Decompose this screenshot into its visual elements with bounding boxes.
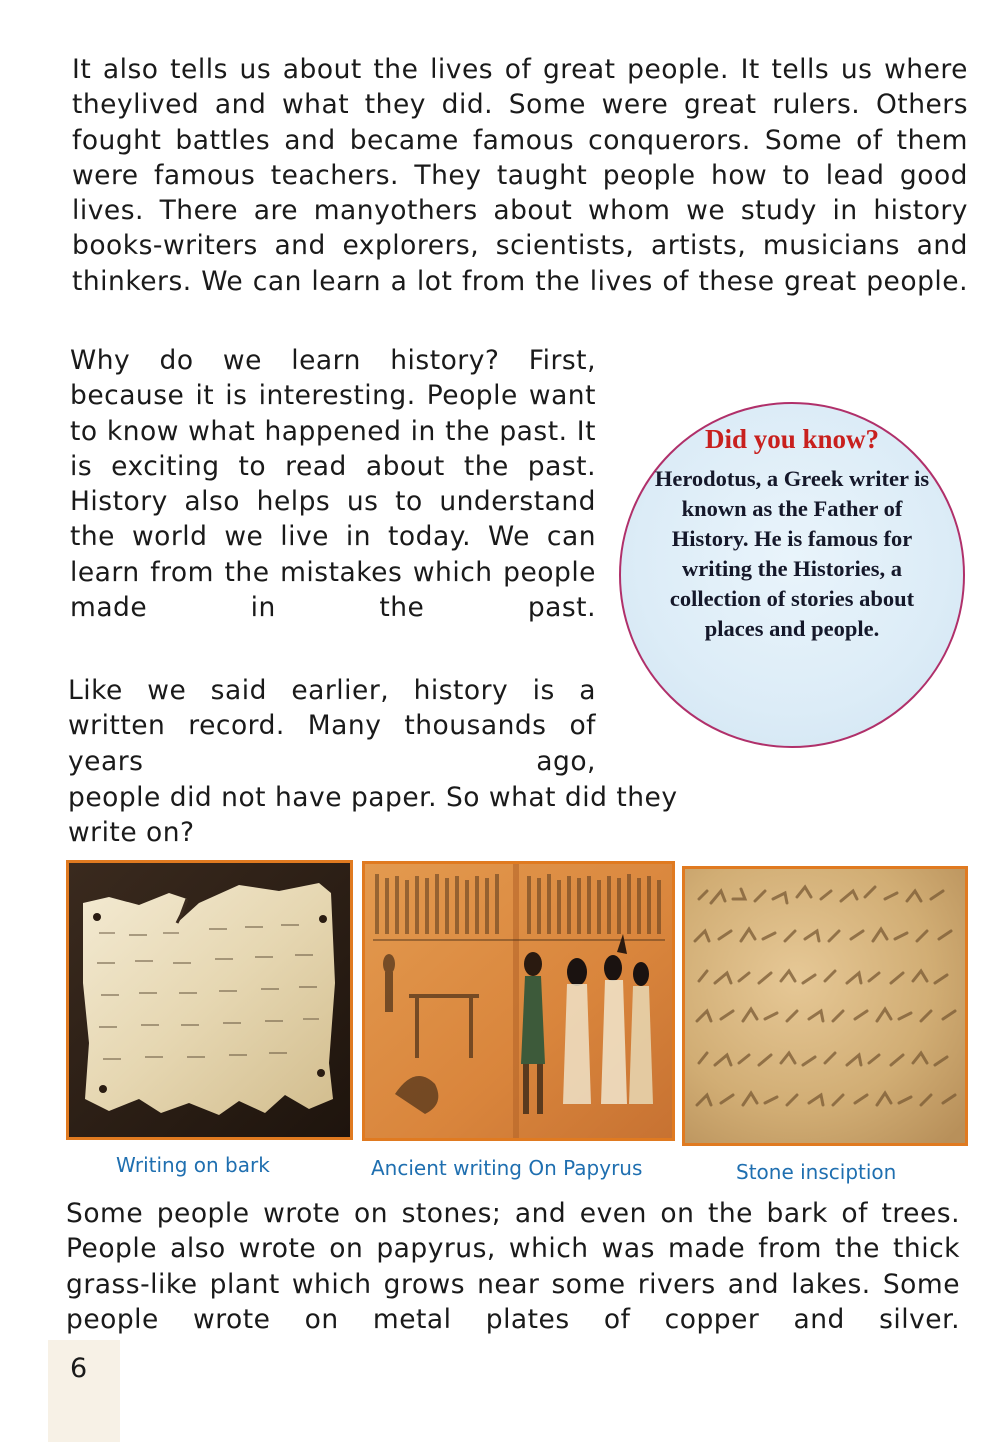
caption-papyrus: Ancient writing On Papyrus <box>371 1156 643 1180</box>
paragraph-why-learn-history: Why do we learn history? First, because it is interesting. People want to know what happened in the past. It is exciting to read about the past. History also helps us to understand the world we live in today. We can learn from the mistakes which people made in the past. <box>70 345 596 624</box>
stone-inscription-photo <box>682 866 968 1146</box>
bark-writing-photo <box>66 860 353 1140</box>
paragraph-great-people: It also tells us about the lives of great people. It tells us where theylived and what they did. Some were great rulers. Others fought battles and became famous conquerors. Some of them were famous teachers. They taught people how to lead good lives. There are manyothers about whom we study in history books-writers and explorers, scientists, artists, musicians and thinkers. We can learn a lot from the lives of these great people. <box>72 54 968 297</box>
paragraph-written-record: Like we said earlier, history is a written record. Many thousands of years ago, <box>68 675 596 777</box>
caption-stone: Stone insciption <box>736 1160 897 1184</box>
paragraph-no-paper: people did not have paper. So what did they write on? <box>68 782 678 849</box>
page-number: 6 <box>70 1353 88 1384</box>
did-you-know-body: Herodotus, a Greek writer is known as the Father of History. He is famous for writing the Histories, a collection of stories about places and people. <box>654 466 930 641</box>
did-you-know-title: Did you know? <box>704 424 880 454</box>
papyrus-writing-photo <box>362 861 675 1141</box>
paragraph-writing-materials: Some people wrote on stones; and even on the bark of trees. People also wrote on papyrus, which was made from the thick grass-like plant which grows near some rivers and lakes. Some people wrote on metal plates of copper and silver. <box>66 1198 960 1335</box>
did-you-know-callout <box>619 402 965 748</box>
caption-bark: Writing on bark <box>116 1153 270 1177</box>
